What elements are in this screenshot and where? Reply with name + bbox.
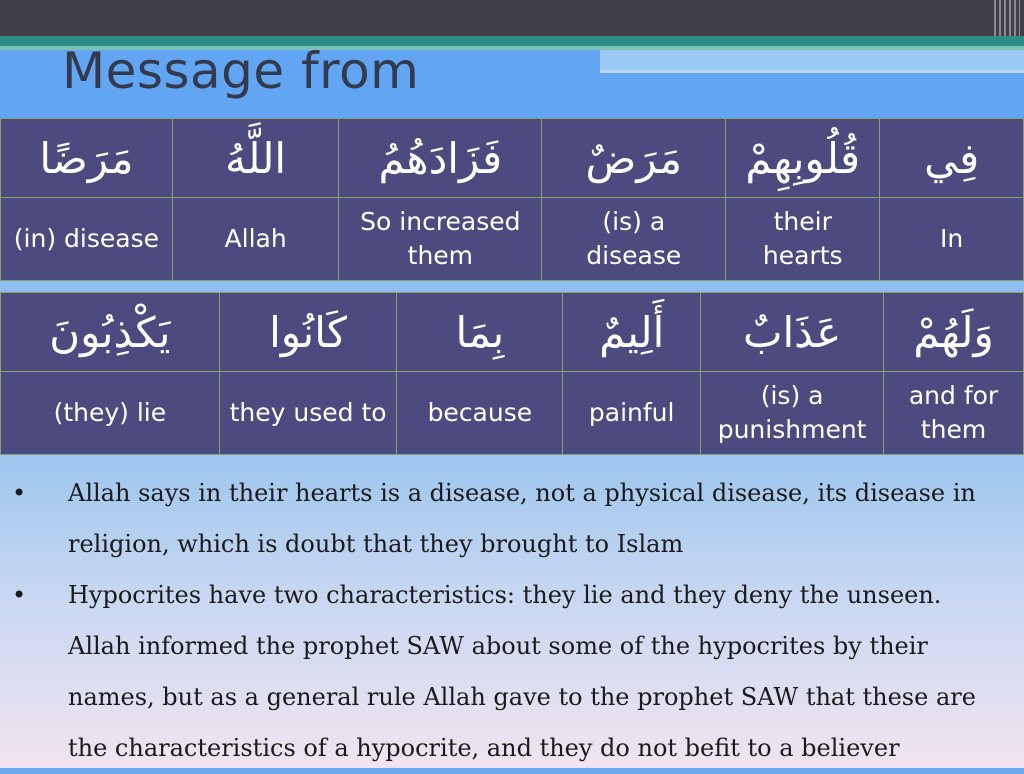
arabic-row [1,293,1024,372]
decorative-lines [994,0,1020,36]
arabic-word: كَانُوا [219,293,397,372]
english-translation: Allah [172,198,339,281]
slide-title: Message from [62,42,420,100]
bullet-text: Hypocrites have two characteristics: they lie and they deny the unseen. Allah informed the prophet SAW about some of the hypocrites by their names, but as a general rule Allah gave to the prophet SAW that these are the characteristics of a hypocrite, and they do not befit to a believer [68,581,976,762]
arabic-word: بِمَا [397,293,563,372]
arabic-word: وَلَهُمْ [884,293,1024,372]
english-translation: because [397,372,563,455]
title-stripe [600,50,1024,70]
title-stripe-light [600,70,1024,73]
english-translation: their hearts [726,198,880,281]
bullet-item [0,468,1024,570]
arabic-word: قُلُوبِهِمْ [726,119,880,198]
arabic-word: فِي [880,119,1024,198]
bullet-item [0,570,1024,774]
arabic-word: مَرَضٌ [542,119,726,198]
english-translation: and for them [884,372,1024,455]
english-translation: they used to [219,372,397,455]
arabic-word: فَزَادَهُمُ [339,119,542,198]
english-translation: (in) disease [1,198,173,281]
arabic-word: مَرَضًا [1,119,173,198]
bullet-text: Allah says in their hearts is a disease, not a physical disease, its disease in religion, which is doubt that they brought to Islam [68,479,976,558]
top-bar [0,0,1024,36]
arabic-word: اللَّهُ [172,119,339,198]
translation-table-1 [0,118,1024,281]
bullet-dot: • [12,581,27,609]
english-row [1,372,1024,455]
english-translation: So increased them [339,198,542,281]
arabic-word: يَكْذِبُونَ [1,293,220,372]
english-translation: painful [563,372,701,455]
arabic-word: أَلِيمٌ [563,293,701,372]
bullet-dot: • [12,479,27,507]
english-translation: (is) a punishment [701,372,884,455]
english-translation: (they) lie [1,372,220,455]
bullet-list [0,468,1024,774]
english-row [1,198,1024,281]
arabic-word: عَذَابٌ [701,293,884,372]
english-translation: In [880,198,1024,281]
translation-table-2 [0,292,1024,455]
english-translation: (is) a disease [542,198,726,281]
arabic-row [1,119,1024,198]
